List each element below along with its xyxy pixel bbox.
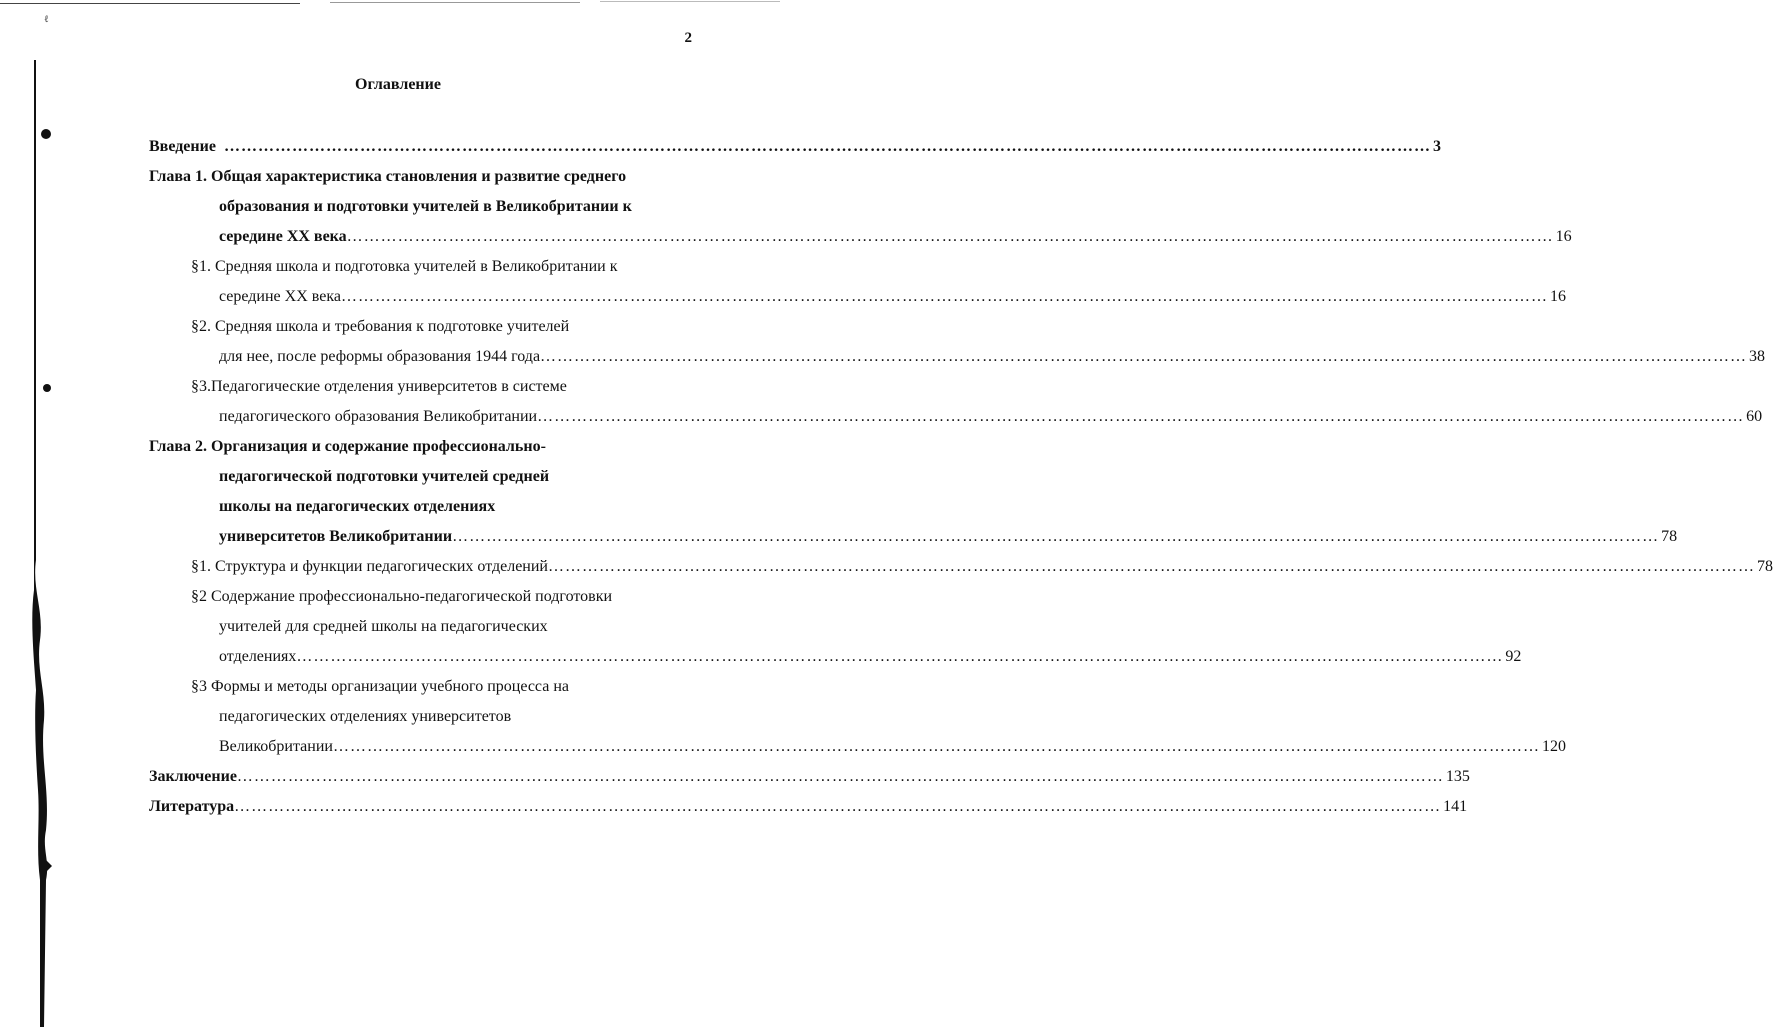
punch-hole-bottom [43, 384, 51, 392]
toc-entry-section-2-3-line-1[interactable]: §3 Формы и методы организации учебного процесса на [191, 678, 569, 695]
toc-entry-chapter-1-line-2[interactable]: образования и подготовки учителей в Великобритании к [219, 198, 632, 215]
toc-page: 3 [1432, 138, 1441, 155]
toc-leader: …………………………………………………………………………………………………………………………………………………………………………………………… [452, 528, 1660, 545]
toc-label: отделениях [219, 648, 297, 665]
toc-title: Оглавление [355, 76, 441, 93]
toc-entry-chapter-1[interactable] [219, 227, 1572, 247]
toc-label: Введение [149, 138, 216, 155]
toc-entry-section-1-2-line-1[interactable]: §2. Средняя школа и требования к подготовке учителей [191, 318, 570, 335]
toc-entry-conclusion[interactable] [149, 767, 1470, 787]
toc-entry-chapter-2-line-1[interactable]: Глава 2. Организация и содержание профессионально- [149, 438, 546, 455]
toc-entry-section-1-1-line-1[interactable]: §1. Средняя школа и подготовка учителей в Великобритании к [191, 258, 618, 275]
toc-leader: …………………………………………………………………………………………………………………………………………………………………………………………… [540, 348, 1748, 365]
toc-leader: …………………………………………………………………………………………………………………………………………………………………………………………… [236, 768, 1444, 785]
toc-label: Литература [149, 798, 235, 815]
toc-entry-section-1-2[interactable] [219, 347, 1766, 367]
toc-label: Заключение [149, 768, 237, 785]
page-number: 2 [684, 30, 692, 46]
toc-label: для нее, после реформы образования 1944 года [219, 348, 541, 365]
toc-page: 92 [1505, 648, 1522, 665]
toc-entry-chapter-1-line-1[interactable]: Глава 1. Общая характеристика становления и развитие среднего [149, 168, 627, 185]
toc-page: 60 [1746, 408, 1763, 425]
binding-shadow [32, 60, 47, 1027]
toc-label: Великобритании [219, 738, 333, 755]
toc-entry-section-2-3[interactable] [219, 737, 1566, 757]
toc-entry-literature[interactable] [149, 797, 1468, 817]
toc-entry-chapter-2-line-2[interactable]: педагогической подготовки учителей средней [219, 468, 550, 485]
toc-leader: …………………………………………………………………………………………………………………………………………………………………………………………… [234, 798, 1442, 815]
scan-edge-top [0, 0, 796, 8]
toc-page: 135 [1445, 768, 1470, 785]
toc-label: педагогического образования Великобритании [219, 408, 538, 425]
binding-edge [0, 0, 60, 1027]
toc-entry-introduction[interactable] [149, 137, 1441, 157]
toc-leader: …………………………………………………………………………………………………………………………………………………………………………………………… [340, 288, 1548, 305]
toc-label: университетов Великобритании [219, 528, 453, 545]
toc-label: §1. Структура и функции педагогических отделений [191, 558, 548, 575]
toc-leader: …………………………………………………………………………………………………………………………………………………………………………………………… [346, 228, 1554, 245]
toc-page: 78 [1757, 558, 1773, 575]
toc-label: середине XX века [219, 288, 341, 305]
toc-page: 141 [1443, 798, 1468, 815]
toc-page: 16 [1549, 288, 1566, 305]
toc-leader: …………………………………………………………………………………………………………………………………………………………………………………………… [537, 408, 1745, 425]
toc-page: 16 [1555, 228, 1572, 245]
toc-entry-section-2-2-line-1[interactable]: §2 Содержание профессионально-педагогической подготовки [191, 588, 613, 605]
svg-text:ℓ: ℓ [44, 14, 49, 25]
punch-hole-top [41, 129, 51, 139]
toc-leader: …………………………………………………………………………………………………………………………………………………………………………………………… [548, 558, 1755, 575]
toc-entry-section-1-3[interactable] [219, 407, 1763, 427]
toc-entry-section-1-3-line-1[interactable]: §3.Педагогические отделения университетов в системе [191, 378, 567, 395]
toc-page: 78 [1661, 528, 1678, 545]
toc-entry-section-2-2[interactable] [219, 647, 1522, 667]
toc-entry-section-2-2-line-2[interactable]: учителей для средней школы на педагогических [219, 618, 548, 635]
toc-entry-section-2-3-line-2[interactable]: педагогических отделениях университетов [219, 708, 512, 725]
toc-leader: …………………………………………………………………………………………………………………………………………………………………………………………… [296, 648, 1504, 665]
toc-entry-chapter-2[interactable] [219, 527, 1678, 547]
toc-leader: …………………………………………………………………………………………………………………………………………………………………………………………… [332, 738, 1540, 755]
toc-entry-chapter-2-line-3[interactable]: школы на педагогических отделениях [219, 498, 496, 515]
toc-entry-section-1-1[interactable] [219, 287, 1566, 307]
toc-entry-section-2-1[interactable] [191, 557, 1773, 577]
toc-leader: …………………………………………………………………………………………………………………………………………………………………………………………… [223, 138, 1431, 155]
toc-page: 38 [1749, 348, 1766, 365]
toc-page: 120 [1541, 738, 1566, 755]
toc-label: середине XX века [219, 228, 347, 245]
